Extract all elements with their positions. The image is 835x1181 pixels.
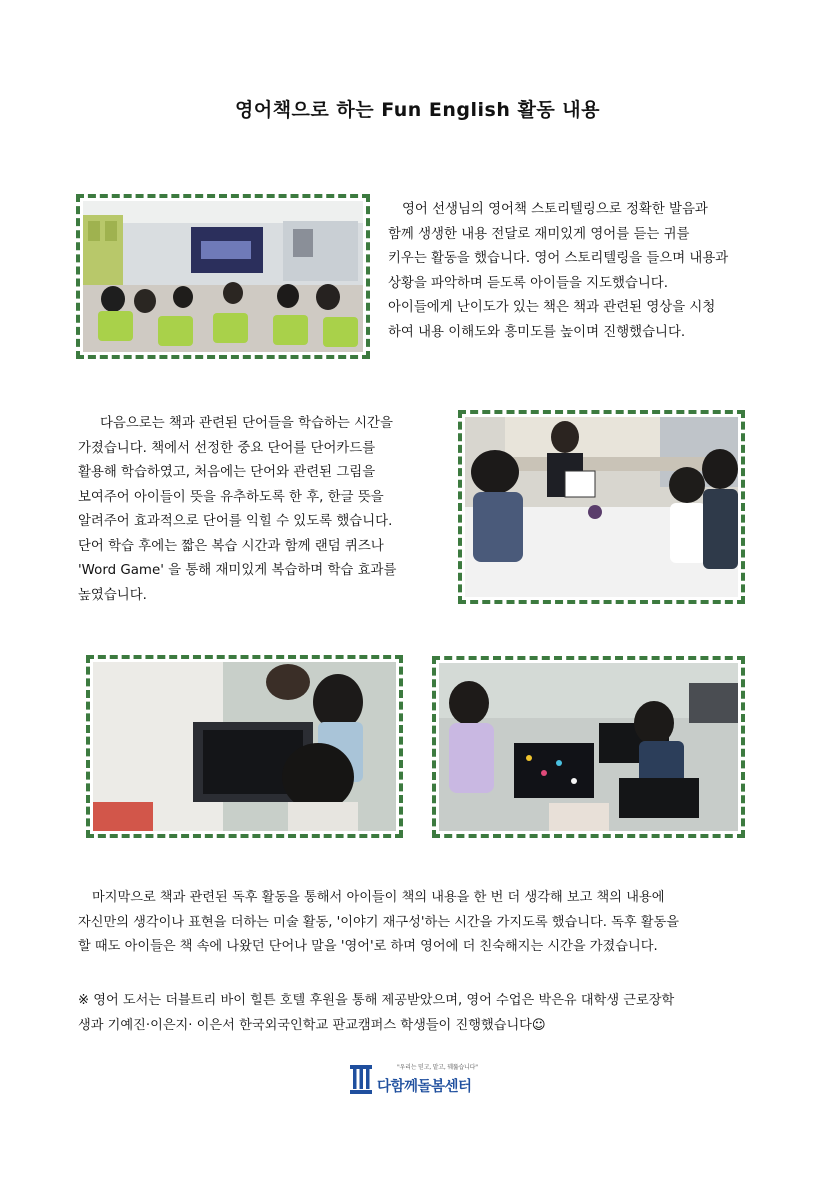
- text-line: 보여주어 아이들이 뜻을 유추하도록 한 후, 한글 뜻을: [78, 489, 384, 505]
- text-line: 단어 학습 후에는 짧은 복습 시간과 함께 랜덤 퀴즈나: [78, 538, 384, 554]
- photo-classroom-storytelling: [76, 194, 370, 359]
- photo-art-activity-2: [432, 656, 745, 838]
- text-line: 영어 선생님의 영어책 스토리텔링으로 정확한 발음과: [402, 202, 708, 217]
- text-line: 하여 내용 이해도와 흥미도를 높이며 진행했습니다.: [388, 324, 686, 340]
- text-line: 마지막으로 책과 관련된 독후 활동을 통해서 아이들이 책의 내용을 한 번 더 생각해 보고 책의 내용에: [92, 890, 665, 905]
- text-line: 할 때도 아이들은 책 속에 나왔던 단어나 말을 '영어'로 하며 영어에 더 친숙해지는 시간을 가졌습니다.: [78, 939, 658, 954]
- text-line: 활용해 학습하였고, 처음에는 단어와 관련된 그림을: [78, 465, 376, 480]
- logo-name: 다함께돌봄센터: [377, 1079, 472, 1095]
- text-line: 아이들에게 난이도가 있는 책은 책과 관련된 영상을 시청: [388, 300, 716, 315]
- logo-slogan: "우리는 믿고, 맡고, 꿰뚫습니다": [397, 1064, 478, 1071]
- text-line: 자신만의 생각이나 표현을 더하는 미술 활동, '이야기 재구성'하는 시간을 가지도록 했습니다. 독후 활동을: [78, 914, 679, 930]
- page-title: 영어책으로 하는 Fun English 활동 내용: [234, 99, 601, 121]
- text-line: 키우는 활동을 했습니다. 영어 스토리텔링을 들으며 내용과: [388, 251, 729, 266]
- center-logo: [345, 1058, 495, 1100]
- text-line: 'Word Game' 을 통해 재미있게 복습하며 학습 효과를: [78, 563, 397, 578]
- text-line: ※ 영어 도서는 더블트리 바이 힐튼 호텔 후원을 통해 제공받았으며, 영어 수업은 박은유 대학생 근로장학: [78, 993, 675, 1008]
- text-line: 상황을 파악하며 듣도록 아이들을 지도했습니다.: [388, 275, 668, 291]
- photo-word-card-session: [458, 410, 745, 604]
- paragraph-note: [78, 989, 758, 1038]
- paragraph-vocabulary: [78, 412, 450, 608]
- text-line: 생과 기예진·이은지· 이은서 한국외국인학교 판교캠퍼스 학생들이 진행했습니다☺: [78, 1017, 546, 1033]
- text-line: 가졌습니다. 책에서 선정한 중요 단어를 단어카드를: [78, 440, 376, 456]
- paragraph-storytelling: [388, 198, 756, 345]
- text-line: 다음으로는 책과 관련된 단어들을 학습하는 시간을: [100, 416, 393, 431]
- paragraph-reading-activity: [78, 886, 758, 960]
- center-logo-mark-icon: [349, 1064, 373, 1096]
- text-line: 높였습니다.: [78, 587, 147, 603]
- text-line: 함께 생생한 내용 전달로 재미있게 영어를 듣는 귀를: [388, 226, 690, 242]
- text-line: 알려주어 효과적으로 단어를 익힐 수 있도록 했습니다.: [78, 514, 393, 529]
- photo-art-activity-1: [86, 655, 403, 838]
